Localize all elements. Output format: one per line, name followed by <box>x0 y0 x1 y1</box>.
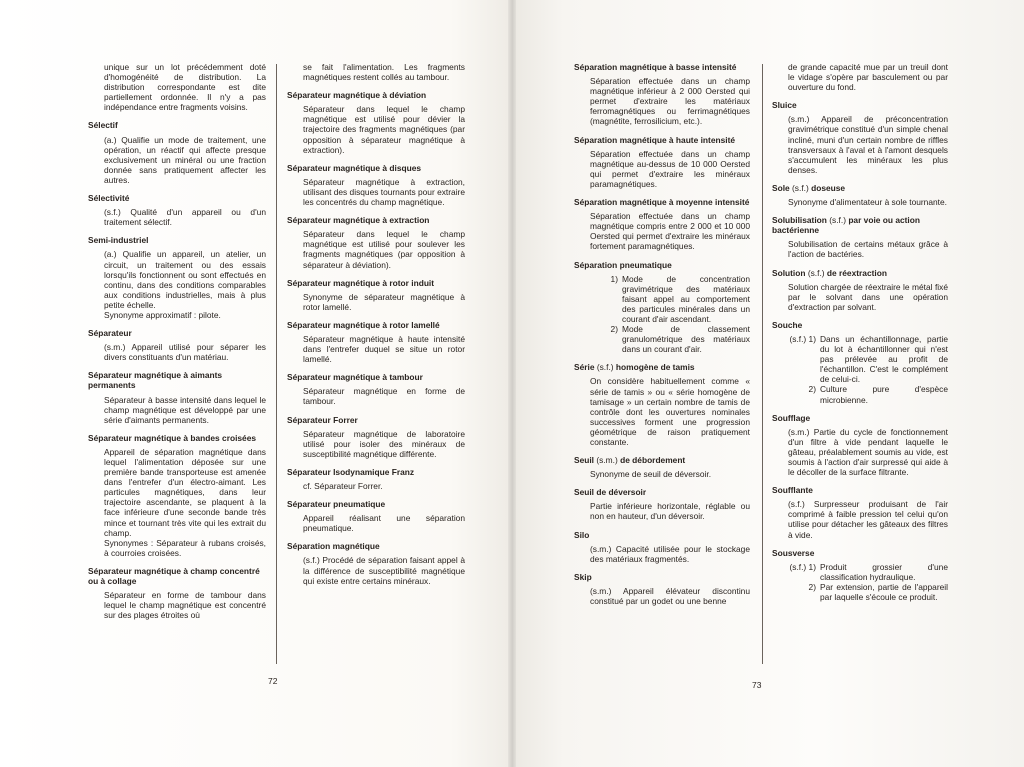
dictionary-entry <box>88 120 266 185</box>
entry-definition: Séparateur dans lequel le champ magnétique est utilisé pour dévier la trajectoire des fragments magnétiques (par opposition à séparateur magnétique à extraction). <box>303 104 465 155</box>
entry-definition: Séparateur magnétique à extraction, utilisant des disques tournants pour extraire les concentrés du champ magnétique. <box>303 176 466 208</box>
entry-term <box>287 163 465 173</box>
term-word: Séparateur magnétique à tambour <box>287 372 423 383</box>
dictionary-entry <box>287 278 465 312</box>
entry-definition: Séparateur magnétique en forme de tambour. <box>303 386 465 407</box>
entry-term <box>287 415 465 425</box>
sense-text: Par extension, partie de l'appareil par laquelle s'écoule ce produit. <box>820 581 948 603</box>
term-word: Séparateur magnétique à rotor lamellé <box>287 319 440 330</box>
numbered-sense <box>788 562 948 582</box>
sense-number: (s.f.) 1) <box>789 561 816 572</box>
sense-text: Mode de classement granulométrique des matériaux dans un courant d'air. <box>622 324 750 355</box>
dictionary-entry <box>88 433 266 558</box>
entry-term <box>574 260 750 270</box>
dictionary-entry <box>574 530 750 564</box>
entry-term <box>772 485 948 495</box>
sense-number: 2) <box>808 384 816 395</box>
entry-definition: Séparation effectuée dans un champ magnétique compris entre 2 000 et 10 000 Oersted qui permet d'extraire les minéraux fortement paramagnétiques. <box>590 211 750 252</box>
dictionary-entry <box>287 90 465 155</box>
dictionary-entry <box>287 215 465 269</box>
entry-definition: (s.m.) Appareil utilisé pour séparer les divers constituants d'un matériau. <box>104 342 266 363</box>
term-word: Sélectif <box>88 120 118 131</box>
entry-term <box>88 328 266 338</box>
entry-definition: Synonyme de séparateur magnétique à rotor lamellé. <box>303 291 465 312</box>
entry-term <box>88 370 266 390</box>
entry-term <box>574 135 750 145</box>
column-rule-right <box>762 64 763 664</box>
entry-term <box>574 572 750 582</box>
term-word: Séparation magnétique <box>287 541 380 552</box>
entry-term <box>574 455 750 465</box>
grammar-tag: (s.m.) <box>596 455 618 466</box>
sense-text: Mode de concentration gravimétrique des matériaux faisant appel au comportement des particules minérales dans un courant d'air ascendant. <box>622 273 750 324</box>
dictionary-entry <box>772 320 948 405</box>
sense-number: (s.f.) 1) <box>789 333 816 344</box>
grammar-tag: (s.f.) <box>829 215 846 226</box>
term-word: Séparateur Isodynamique Franz <box>287 466 415 477</box>
term-word: par voie ou action bactérienne <box>772 215 920 236</box>
term-word: Séparateur <box>88 328 132 339</box>
dictionary-entry <box>287 499 465 533</box>
entry-term <box>287 90 465 100</box>
dictionary-entry <box>574 260 750 355</box>
entry-list <box>574 62 750 606</box>
entry-term <box>287 499 465 509</box>
term-word: Séparateur magnétique à rotor induit <box>287 277 435 288</box>
entry-term <box>88 235 266 245</box>
entry-term <box>772 100 948 110</box>
entry-definition: (s.m.) Appareil de préconcentration gravimétrique constitué d'un simple chenal incliné, muni d'un certain nombre de riffles transversaux à l'aval et à l'amont desquels s'accumulent les minéraux les plus denses. <box>788 114 948 175</box>
entry-list <box>287 90 465 586</box>
dictionary-entry <box>772 548 948 602</box>
entry-term <box>772 320 948 330</box>
term-word: Souche <box>772 319 803 330</box>
entry-definition: Solubilisation de certains métaux grâce à l'action de bactéries. <box>788 239 948 260</box>
term-word: Solubilisation <box>772 215 827 226</box>
entry-definition: (a.) Qualifie un appareil, un atelier, un circuit, un traitement ou des essais lorsqu'ils fonctionnent ou sont effectués en continu, dans des conditions comparables aux conditions industrielles, mais à plus petite échelle. <box>104 249 266 310</box>
continued-text: se fait l'alimentation. Les fragments magnétiques restent collés au tambour. <box>303 62 465 83</box>
grammar-tag: (s.f.) <box>807 267 825 278</box>
entry-definition: Séparateur à basse intensité dans lequel le champ magnétique est développé par une série d'aimants permanents. <box>104 394 266 425</box>
entry-term <box>88 193 266 203</box>
entry-definition: Appareil de séparation magnétique dans lequel l'alimentation déposée sur une première bande transporteuse est amenée dans l'entrefer d'un électro-aimant. Les particules magnétiques, dans leur trajectoire ascendante, se plaquent à la face inférieure d'une seconde bande très mince et tournant très vite qui les extrait du champ. <box>104 446 266 538</box>
term-word: Solution <box>772 267 806 278</box>
sense-text: Produit grossier d'une classification hydraulique. <box>820 561 948 582</box>
entry-term <box>574 197 750 207</box>
entry-definition: (s.f.) Procédé de séparation faisant appel à la différence de susceptibilité magnétique qui existe entre certains minéraux. <box>303 555 465 586</box>
entry-term <box>88 566 266 586</box>
dictionary-entry <box>88 193 266 227</box>
dictionary-entry <box>574 487 750 521</box>
dictionary-entry <box>772 413 948 478</box>
numbered-sense <box>590 274 750 324</box>
term-word: Semi-industriel <box>88 235 149 246</box>
entry-synonym: Synonyme approximatif : pilote. <box>104 309 221 320</box>
term-word: Séparateur Forrer <box>287 414 358 425</box>
sense-number: 1) <box>610 273 618 284</box>
entry-term <box>287 372 465 382</box>
entry-list <box>88 120 266 620</box>
term-word: Séparation magnétique à moyenne intensité <box>574 197 750 208</box>
numbered-sense <box>590 324 750 354</box>
dictionary-entry <box>772 183 948 207</box>
term-word: de réextraction <box>826 267 887 278</box>
entry-definition: Solution chargée de réextraire le métal fixé par le solvant dans une opération d'extraction par solvant. <box>788 281 948 312</box>
book-gutter <box>508 0 516 767</box>
term-word: Sousverse <box>772 547 815 558</box>
dictionary-entry <box>287 541 465 585</box>
entry-term <box>574 362 750 372</box>
term-word: de débordement <box>620 455 686 466</box>
entry-definition: (s.m.) Capacité utilisée pour le stockage des matériaux fragmentés. <box>590 543 750 564</box>
continued-text: unique sur un lot précédemment doté d'homogénéité de distribution. La distribution correspondante est dite partiellement ordonnée. Il n'y a pas indépendance entre fragments voisins. <box>104 62 266 113</box>
entry-definition: Synonyme d'alimentateur à sole tournante. <box>788 197 947 208</box>
entry-term <box>772 268 948 278</box>
entry-definition: Séparateur en forme de tambour dans lequel le champ magnétique est concentré sur des plages étroites où <box>104 590 266 621</box>
entry-term <box>88 433 266 443</box>
dictionary-entry <box>772 268 948 312</box>
dictionary-entry <box>772 100 948 175</box>
term-word: Séparateur magnétique à bandes croisées <box>88 432 257 443</box>
term-word: Séparateur magnétique à champ concentré ou à collage <box>88 565 260 587</box>
dictionary-entry <box>574 572 750 606</box>
numbered-sense <box>788 384 948 404</box>
term-word: Sluice <box>772 100 797 111</box>
dictionary-entry <box>88 370 266 424</box>
dictionary-entry <box>287 415 465 459</box>
column-3 <box>574 62 750 614</box>
entry-definition: On considère habituellement comme « série de tamis » ou « série homogène de tamisage » un certain nombre de tamis de contrôle dont les ouvertures nominales successives forment une progression géométrique de raison pratiquement constante. <box>590 376 750 447</box>
dictionary-entry <box>88 328 266 362</box>
entry-synonym: Synonymes : Séparateur à rubans croisés, à courroies croisées. <box>104 537 266 558</box>
dictionary-entry <box>574 197 750 251</box>
term-word: Sélectivité <box>88 193 130 204</box>
sense-number: 2) <box>808 581 816 592</box>
dictionary-entry <box>574 362 750 447</box>
page-number-left: 72 <box>268 676 278 686</box>
dictionary-entry <box>287 467 465 491</box>
entry-term <box>772 413 948 423</box>
column-1 <box>88 62 266 628</box>
page-number-right: 73 <box>752 680 762 690</box>
column-2 <box>287 62 465 594</box>
entry-list <box>772 100 948 602</box>
term-word: Séparateur pneumatique <box>287 499 386 510</box>
term-word: Séparation magnétique à haute intensité <box>574 134 736 145</box>
entry-definition: Séparation effectuée dans un champ magnétique au-dessus de 10 000 Oersted qui permet d'extraire les minéraux paramagnétiques. <box>590 148 750 189</box>
term-word: Silo <box>574 529 590 540</box>
numbered-sense <box>788 582 948 602</box>
entry-term <box>287 320 465 330</box>
dictionary-entry <box>772 485 948 539</box>
entry-definition: Séparateur magnétique à haute intensité dans l'entrefer duquel se situe un rotor lamellé. <box>303 333 465 365</box>
dictionary-entry <box>772 215 948 259</box>
term-word: Séparateur magnétique à aimants permanents <box>88 370 223 391</box>
term-word: Séparation magnétique à basse intensité <box>574 62 737 72</box>
entry-definition: Synonyme de seuil de déversoir. <box>590 469 712 480</box>
entry-term <box>772 548 948 558</box>
entry-definition: (s.m.) Partie du cycle de fonctionnement d'un filtre à vide pendant laquelle le gâteau, préalablement soumis au vide, est soumis à l'action d'air surpressé qui aide à le décoller de la surface filtrante. <box>788 426 948 478</box>
term-word: Séparateur magnétique à déviation <box>287 90 427 101</box>
entry-definition: (a.) Qualifie un mode de traitement, une opération, un réactif qui affecte presque exclusivement un minéral ou une fraction donnée sans pratiquement affecter les autres. <box>104 134 266 185</box>
dictionary-entry <box>574 455 750 479</box>
term-word: Skip <box>574 571 592 582</box>
entry-definition: (s.m.) Appareil élévateur discontinu constitué par un godet ou une benne <box>590 585 750 607</box>
entry-definition: Séparation effectuée dans un champ magnétique inférieur à 2 000 Oersted qui permet d'extraire les matériaux ferromagnétiques ou ferrimagnétiques (magnétite, ferrosilicium, etc.). <box>590 76 750 127</box>
sense-text: Culture pure d'espèce microbienne. <box>820 384 948 405</box>
entry-term <box>574 487 750 497</box>
entry-term <box>287 467 465 477</box>
entry-definition: Partie inférieure horizontale, réglable ou non en hauteur, d'un déversoir. <box>590 501 750 522</box>
entry-term <box>772 215 948 235</box>
term-word: Soufflante <box>772 485 813 496</box>
sense-text: Dans un échantillonnage, partie du lot à échantillonner qui n'est pas prélevée au profit de l'échantillon. C'est le complément de celui-ci. <box>820 333 948 385</box>
entry-definition: (s.f.) Qualité d'un appareil ou d'un traitement sélectif. <box>104 207 266 228</box>
column-rule-left <box>276 64 277 664</box>
entry-term <box>574 62 750 72</box>
dictionary-entry <box>574 135 750 189</box>
entry-definition: Appareil réalisant une séparation pneumatique. <box>303 513 465 534</box>
entry-definition: Séparateur magnétique de laboratoire utilisé pour isoler des minéraux de susceptibilité magnétique différente. <box>303 428 465 459</box>
term-word: Séparateur magnétique à disques <box>287 162 422 173</box>
term-word: Séparateur magnétique à extraction <box>287 215 430 226</box>
term-word: Série <box>574 362 595 373</box>
term-word: Soufflage <box>772 412 811 423</box>
term-word: Seuil de déversoir <box>574 487 647 498</box>
term-word: Sole <box>772 182 790 193</box>
entry-definition: (s.f.) Surpresseur produisant de l'air comprimé à faible pression tel celui qu'on utilise pour détacher les gâteaux des filtres à vide. <box>788 499 948 540</box>
continued-text: de grande capacité mue par un treuil dont le vidage s'opère par basculement ou par ouverture du fond. <box>788 62 948 93</box>
term-word: Seuil <box>574 455 595 466</box>
dictionary-entry <box>88 566 266 620</box>
dictionary-entry <box>287 372 465 406</box>
entry-definition: cf. Séparateur Forrer. <box>303 481 383 491</box>
dictionary-entry <box>287 163 465 207</box>
term-word: Séparation pneumatique <box>574 259 672 270</box>
grammar-tag: (s.f.) <box>792 182 809 193</box>
grammar-tag: (s.f.) <box>596 362 614 373</box>
sense-number: 2) <box>610 324 618 335</box>
entry-term <box>287 278 465 288</box>
entry-term <box>772 183 948 193</box>
term-word: homogène de tamis <box>615 362 695 373</box>
entry-term <box>287 215 465 225</box>
entry-definition: Séparateur dans lequel le champ magnétique est utilisé pour soulever les fragments magnétiques (par opposition à séparateur à déviation). <box>303 229 465 270</box>
column-4 <box>772 62 948 610</box>
entry-term <box>88 120 266 130</box>
entry-term <box>287 541 465 551</box>
dictionary-entry <box>88 235 266 320</box>
term-word: doseuse <box>811 182 846 193</box>
numbered-sense <box>788 334 948 384</box>
entry-term <box>574 530 750 540</box>
dictionary-entry <box>574 62 750 127</box>
dictionary-entry <box>287 320 465 364</box>
